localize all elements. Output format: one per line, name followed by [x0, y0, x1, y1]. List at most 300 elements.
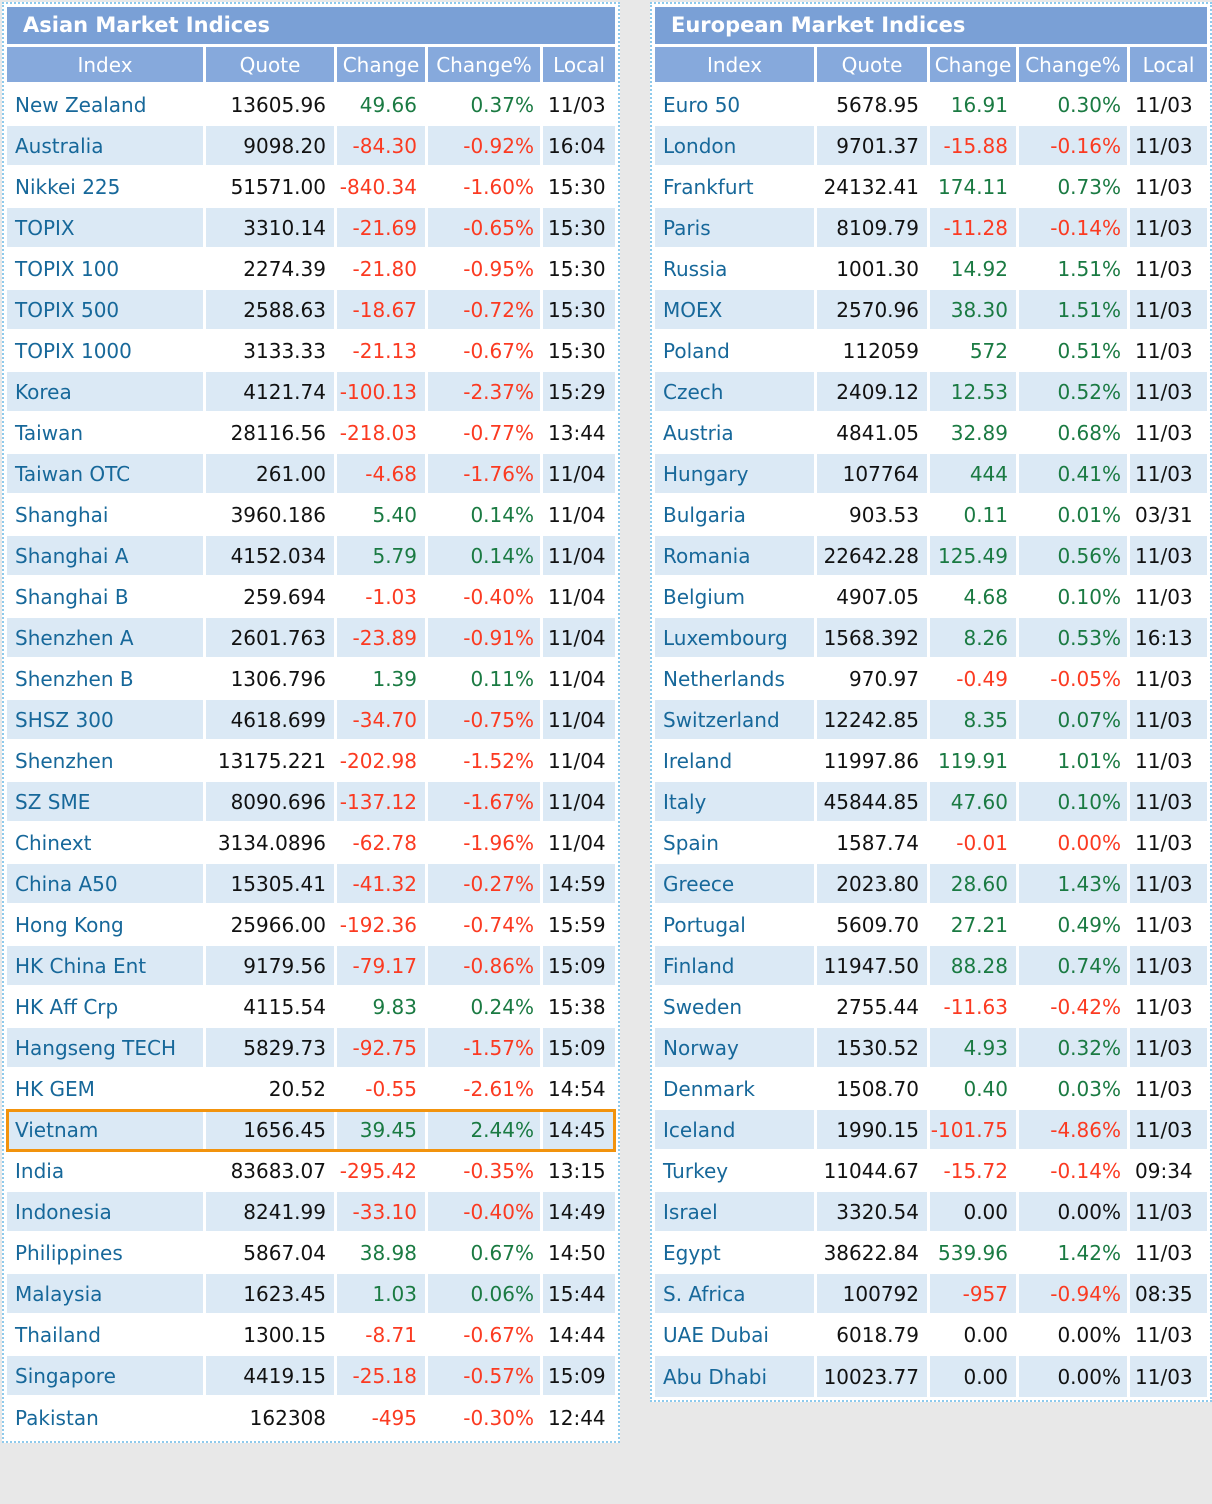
- local-time-cell: 11/03: [1130, 946, 1207, 987]
- column-header-row: [655, 47, 1207, 85]
- table-row: [655, 85, 1207, 126]
- local-time-cell: 14:59: [543, 864, 615, 905]
- quote-cell: 2588.63: [206, 290, 337, 331]
- table-row: [655, 1233, 1207, 1274]
- index-name-cell[interactable]: Abu Dhabi: [655, 1356, 817, 1397]
- quote-cell: 1587.74: [817, 823, 930, 864]
- change-pct-cell: -2.61%: [428, 1069, 543, 1110]
- index-name-cell[interactable]: Sweden: [655, 987, 817, 1028]
- local-time-cell: 13:44: [543, 413, 615, 454]
- table-row: [655, 823, 1207, 864]
- asian-indices-data-table: [7, 47, 615, 1438]
- local-time-cell: 16:13: [1130, 618, 1207, 659]
- change-cell: 572: [930, 331, 1019, 372]
- change-cell: -21.69: [337, 208, 428, 249]
- change-cell: -295.42: [337, 1151, 428, 1192]
- change-cell: -62.78: [337, 823, 428, 864]
- quote-cell: 2570.96: [817, 290, 930, 331]
- index-name-cell[interactable]: Malaysia: [7, 1274, 206, 1315]
- index-name-cell[interactable]: Portugal: [655, 905, 817, 946]
- index-name-cell[interactable]: Romania: [655, 536, 817, 577]
- index-name-cell[interactable]: Finland: [655, 946, 817, 987]
- quote-cell: 25966.00: [206, 905, 337, 946]
- change-pct-cell: 0.06%: [428, 1274, 543, 1315]
- change-cell: -23.89: [337, 618, 428, 659]
- quote-cell: 1306.796: [206, 659, 337, 700]
- column-header-change: Change: [930, 47, 1019, 85]
- asian-table-body: [7, 85, 615, 1438]
- table-row: [7, 1192, 615, 1233]
- local-time-cell: 15:30: [543, 167, 615, 208]
- index-name-cell[interactable]: SHSZ 300: [7, 700, 206, 741]
- change-pct-cell: 0.10%: [1019, 782, 1130, 823]
- change-cell: -192.36: [337, 905, 428, 946]
- table-row: [7, 208, 615, 249]
- index-name-cell[interactable]: New Zealand: [7, 85, 206, 126]
- change-cell: 38.98: [337, 1233, 428, 1274]
- local-time-cell: 11/03: [1130, 1028, 1207, 1069]
- quote-cell: 8090.696: [206, 782, 337, 823]
- index-name-cell[interactable]: Austria: [655, 413, 817, 454]
- local-time-cell: 16:04: [543, 126, 615, 167]
- change-cell: 0.00: [930, 1192, 1019, 1233]
- index-name-cell[interactable]: TOPIX 1000: [7, 331, 206, 372]
- index-name-cell[interactable]: Hangseng TECH: [7, 1028, 206, 1069]
- column-header-change-pct: Change%: [1019, 47, 1130, 85]
- index-name-cell[interactable]: Denmark: [655, 1069, 817, 1110]
- index-name-cell[interactable]: Belgium: [655, 577, 817, 618]
- index-name-cell[interactable]: Philippines: [7, 1233, 206, 1274]
- change-cell: -92.75: [337, 1028, 428, 1069]
- table-row: [7, 413, 615, 454]
- local-time-cell: 14:45: [543, 1110, 615, 1151]
- quote-cell: 8241.99: [206, 1192, 337, 1233]
- local-time-cell: 11/03: [1130, 372, 1207, 413]
- change-pct-cell: -0.67%: [428, 1315, 543, 1356]
- quote-cell: 11044.67: [817, 1151, 930, 1192]
- table-row: [7, 741, 615, 782]
- change-cell: 49.66: [337, 85, 428, 126]
- table-row: [655, 454, 1207, 495]
- change-cell: -0.49: [930, 659, 1019, 700]
- index-name-cell[interactable]: Paris: [655, 208, 817, 249]
- local-time-cell: 11/03: [1130, 577, 1207, 618]
- index-name-cell[interactable]: Shenzhen A: [7, 618, 206, 659]
- index-name-cell[interactable]: Bulgaria: [655, 495, 817, 536]
- index-name-cell[interactable]: TOPIX: [7, 208, 206, 249]
- table-row: [7, 1233, 615, 1274]
- index-name-cell[interactable]: Switzerland: [655, 700, 817, 741]
- table-row: [655, 536, 1207, 577]
- quote-cell: 22642.28: [817, 536, 930, 577]
- change-pct-cell: 1.42%: [1019, 1233, 1130, 1274]
- quote-cell: 3310.14: [206, 208, 337, 249]
- quote-cell: 9179.56: [206, 946, 337, 987]
- change-cell: -100.13: [337, 372, 428, 413]
- index-name-cell[interactable]: Egypt: [655, 1233, 817, 1274]
- index-name-cell[interactable]: Thailand: [7, 1315, 206, 1356]
- quote-cell: 13605.96: [206, 85, 337, 126]
- index-name-cell[interactable]: HK GEM: [7, 1069, 206, 1110]
- index-name-cell[interactable]: SZ SME: [7, 782, 206, 823]
- local-time-cell: 11/03: [1130, 208, 1207, 249]
- index-name-cell[interactable]: Czech: [655, 372, 817, 413]
- quote-cell: 1623.45: [206, 1274, 337, 1315]
- change-pct-cell: 0.68%: [1019, 413, 1130, 454]
- local-time-cell: 11/04: [543, 659, 615, 700]
- local-time-cell: 11/03: [1130, 85, 1207, 126]
- index-name-cell[interactable]: India: [7, 1151, 206, 1192]
- table-row: [7, 536, 615, 577]
- index-name-cell[interactable]: Frankfurt: [655, 167, 817, 208]
- quote-cell: 5678.95: [817, 85, 930, 126]
- index-name-cell[interactable]: Taiwan OTC: [7, 454, 206, 495]
- quote-cell: 4841.05: [817, 413, 930, 454]
- change-cell: -0.01: [930, 823, 1019, 864]
- change-cell: 125.49: [930, 536, 1019, 577]
- local-time-cell: 11/03: [1130, 659, 1207, 700]
- change-cell: -15.72: [930, 1151, 1019, 1192]
- change-cell: -495: [337, 1397, 428, 1438]
- quote-cell: 4152.034: [206, 536, 337, 577]
- table-row: [7, 618, 615, 659]
- table-row: [7, 1397, 615, 1438]
- local-time-cell: 11/04: [543, 741, 615, 782]
- change-pct-cell: 0.00%: [1019, 1356, 1130, 1397]
- index-name-cell[interactable]: Russia: [655, 249, 817, 290]
- quote-cell: 100792: [817, 1274, 930, 1315]
- local-time-cell: 11/03: [1130, 1069, 1207, 1110]
- change-pct-cell: -1.60%: [428, 167, 543, 208]
- local-time-cell: 11/03: [1130, 1356, 1207, 1397]
- change-pct-cell: -0.65%: [428, 208, 543, 249]
- change-cell: 1.39: [337, 659, 428, 700]
- quote-cell: 2601.763: [206, 618, 337, 659]
- local-time-cell: 15:59: [543, 905, 615, 946]
- change-pct-cell: 0.10%: [1019, 577, 1130, 618]
- change-cell: 0.00: [930, 1356, 1019, 1397]
- change-pct-cell: -2.37%: [428, 372, 543, 413]
- column-header-quote: Quote: [817, 47, 930, 85]
- change-cell: 8.35: [930, 700, 1019, 741]
- quote-cell: 1300.15: [206, 1315, 337, 1356]
- change-pct-cell: -0.40%: [428, 577, 543, 618]
- change-pct-cell: -1.76%: [428, 454, 543, 495]
- change-cell: 32.89: [930, 413, 1019, 454]
- table-row: [7, 454, 615, 495]
- local-time-cell: 11/04: [543, 700, 615, 741]
- index-name-cell[interactable]: Israel: [655, 1192, 817, 1233]
- index-name-cell[interactable]: Luxembourg: [655, 618, 817, 659]
- quote-cell: 13175.221: [206, 741, 337, 782]
- table-row: [655, 864, 1207, 905]
- table-row: [655, 987, 1207, 1028]
- local-time-cell: 15:44: [543, 1274, 615, 1315]
- change-cell: 88.28: [930, 946, 1019, 987]
- local-time-cell: 15:09: [543, 946, 615, 987]
- table-row: [7, 782, 615, 823]
- change-pct-cell: 1.01%: [1019, 741, 1130, 782]
- change-cell: 539.96: [930, 1233, 1019, 1274]
- quote-cell: 107764: [817, 454, 930, 495]
- quote-cell: 3960.186: [206, 495, 337, 536]
- quote-cell: 259.694: [206, 577, 337, 618]
- local-time-cell: 12:44: [543, 1397, 615, 1438]
- change-pct-cell: -0.91%: [428, 618, 543, 659]
- index-name-cell[interactable]: Taiwan: [7, 413, 206, 454]
- quote-cell: 1990.15: [817, 1110, 930, 1151]
- table-row: [655, 413, 1207, 454]
- index-name-cell[interactable]: Shenzhen B: [7, 659, 206, 700]
- quote-cell: 2755.44: [817, 987, 930, 1028]
- table-row: [655, 1315, 1207, 1356]
- quote-cell: 4907.05: [817, 577, 930, 618]
- quote-cell: 903.53: [817, 495, 930, 536]
- local-time-cell: 11/04: [543, 495, 615, 536]
- index-name-cell[interactable]: Korea: [7, 372, 206, 413]
- local-time-cell: 09:34: [1130, 1151, 1207, 1192]
- quote-cell: 112059: [817, 331, 930, 372]
- table-row: [7, 823, 615, 864]
- quote-cell: 2023.80: [817, 864, 930, 905]
- change-cell: 119.91: [930, 741, 1019, 782]
- table-row: [7, 864, 615, 905]
- index-name-cell[interactable]: Italy: [655, 782, 817, 823]
- local-time-cell: 03/31: [1130, 495, 1207, 536]
- local-time-cell: 11/03: [1130, 782, 1207, 823]
- change-pct-cell: -0.16%: [1019, 126, 1130, 167]
- quote-cell: 4419.15: [206, 1356, 337, 1397]
- local-time-cell: 15:09: [543, 1356, 615, 1397]
- table-row: [655, 249, 1207, 290]
- index-name-cell[interactable]: Shanghai: [7, 495, 206, 536]
- index-name-cell[interactable]: HK Aff Crp: [7, 987, 206, 1028]
- quote-cell: 24132.41: [817, 167, 930, 208]
- local-time-cell: 11/03: [1130, 290, 1207, 331]
- table-row: [655, 167, 1207, 208]
- quote-cell: 3320.54: [817, 1192, 930, 1233]
- local-time-cell: 11/03: [1130, 1110, 1207, 1151]
- local-time-cell: 08:35: [1130, 1274, 1207, 1315]
- table-row: [7, 700, 615, 741]
- table-row: [655, 331, 1207, 372]
- change-pct-cell: -0.67%: [428, 331, 543, 372]
- index-name-cell[interactable]: UAE Dubai: [655, 1315, 817, 1356]
- quote-cell: 4121.74: [206, 372, 337, 413]
- index-name-cell[interactable]: Ireland: [655, 741, 817, 782]
- table-row: [7, 331, 615, 372]
- index-name-cell[interactable]: Indonesia: [7, 1192, 206, 1233]
- local-time-cell: 11/03: [1130, 823, 1207, 864]
- index-name-cell[interactable]: MOEX: [655, 290, 817, 331]
- index-name-cell[interactable]: Norway: [655, 1028, 817, 1069]
- quote-cell: 38622.84: [817, 1233, 930, 1274]
- column-header-index: Index: [7, 47, 206, 85]
- index-name-cell[interactable]: Chinext: [7, 823, 206, 864]
- table-row: [7, 372, 615, 413]
- quote-cell: 45844.85: [817, 782, 930, 823]
- index-name-cell[interactable]: S. Africa: [655, 1274, 817, 1315]
- change-cell: 8.26: [930, 618, 1019, 659]
- change-pct-cell: 0.00%: [1019, 823, 1130, 864]
- change-cell: -1.03: [337, 577, 428, 618]
- change-pct-cell: -0.86%: [428, 946, 543, 987]
- change-cell: -4.68: [337, 454, 428, 495]
- local-time-cell: 11/03: [1130, 700, 1207, 741]
- change-cell: 14.92: [930, 249, 1019, 290]
- local-time-cell: 15:29: [543, 372, 615, 413]
- change-pct-cell: 0.49%: [1019, 905, 1130, 946]
- index-name-cell[interactable]: Turkey: [655, 1151, 817, 1192]
- change-pct-cell: -0.74%: [428, 905, 543, 946]
- quote-cell: 1656.45: [206, 1110, 337, 1151]
- quote-cell: 5829.73: [206, 1028, 337, 1069]
- column-header-quote: Quote: [206, 47, 337, 85]
- table-row: [7, 495, 615, 536]
- local-time-cell: 15:30: [543, 249, 615, 290]
- local-time-cell: 14:54: [543, 1069, 615, 1110]
- table-row: [655, 1192, 1207, 1233]
- change-pct-cell: -0.77%: [428, 413, 543, 454]
- local-time-cell: 11/03: [1130, 167, 1207, 208]
- local-time-cell: 11/03: [1130, 454, 1207, 495]
- index-name-cell[interactable]: Hungary: [655, 454, 817, 495]
- table-row: [7, 905, 615, 946]
- quote-cell: 10023.77: [817, 1356, 930, 1397]
- quote-cell: 2274.39: [206, 249, 337, 290]
- table-row: [7, 1315, 615, 1356]
- index-name-cell[interactable]: Shanghai A: [7, 536, 206, 577]
- european-indices-data-table: [655, 47, 1207, 1397]
- local-time-cell: 11/03: [1130, 126, 1207, 167]
- change-cell: -0.55: [337, 1069, 428, 1110]
- change-pct-cell: -1.57%: [428, 1028, 543, 1069]
- asian-market-indices-table: [2, 2, 620, 1443]
- index-name-cell[interactable]: Pakistan: [7, 1397, 206, 1438]
- quote-cell: 51571.00: [206, 167, 337, 208]
- change-cell: 28.60: [930, 864, 1019, 905]
- change-pct-cell: 0.52%: [1019, 372, 1130, 413]
- change-pct-cell: -0.42%: [1019, 987, 1130, 1028]
- change-cell: -21.80: [337, 249, 428, 290]
- index-name-cell[interactable]: TOPIX 500: [7, 290, 206, 331]
- change-cell: 0.11: [930, 495, 1019, 536]
- table-row: [655, 495, 1207, 536]
- quote-cell: 5609.70: [817, 905, 930, 946]
- change-pct-cell: 0.14%: [428, 495, 543, 536]
- change-pct-cell: 0.14%: [428, 536, 543, 577]
- local-time-cell: 11/03: [1130, 987, 1207, 1028]
- index-name-cell[interactable]: China A50: [7, 864, 206, 905]
- table-row: [7, 290, 615, 331]
- change-cell: 0.00: [930, 1315, 1019, 1356]
- column-header-change: Change: [337, 47, 428, 85]
- index-name-cell[interactable]: Singapore: [7, 1356, 206, 1397]
- change-cell: -41.32: [337, 864, 428, 905]
- local-time-cell: 11/04: [543, 618, 615, 659]
- table-row: [7, 85, 615, 126]
- index-name-cell[interactable]: Hong Kong: [7, 905, 206, 946]
- change-cell: -101.75: [930, 1110, 1019, 1151]
- index-name-cell[interactable]: Australia: [7, 126, 206, 167]
- change-pct-cell: -0.94%: [1019, 1274, 1130, 1315]
- table-row: [655, 1069, 1207, 1110]
- quote-cell: 11947.50: [817, 946, 930, 987]
- local-time-cell: 11/03: [1130, 413, 1207, 454]
- table-row: [655, 1110, 1207, 1151]
- table-row: [655, 659, 1207, 700]
- local-time-cell: 11/03: [1130, 864, 1207, 905]
- change-pct-cell: -0.14%: [1019, 1151, 1130, 1192]
- local-time-cell: 11/04: [543, 454, 615, 495]
- quote-cell: 28116.56: [206, 413, 337, 454]
- quote-cell: 3134.0896: [206, 823, 337, 864]
- table-row: [7, 1069, 615, 1110]
- index-name-cell[interactable]: Vietnam: [7, 1110, 206, 1151]
- change-cell: -21.13: [337, 331, 428, 372]
- index-name-cell[interactable]: Euro 50: [655, 85, 817, 126]
- local-time-cell: 14:49: [543, 1192, 615, 1233]
- index-name-cell[interactable]: Nikkei 225: [7, 167, 206, 208]
- change-cell: 12.53: [930, 372, 1019, 413]
- change-pct-cell: 0.51%: [1019, 331, 1130, 372]
- change-cell: 4.68: [930, 577, 1019, 618]
- change-pct-cell: 2.44%: [428, 1110, 543, 1151]
- index-name-cell[interactable]: TOPIX 100: [7, 249, 206, 290]
- quote-cell: 1530.52: [817, 1028, 930, 1069]
- index-name-cell[interactable]: London: [655, 126, 817, 167]
- change-cell: 1.03: [337, 1274, 428, 1315]
- change-pct-cell: 0.41%: [1019, 454, 1130, 495]
- table-row: [655, 1274, 1207, 1315]
- index-name-cell[interactable]: Poland: [655, 331, 817, 372]
- local-time-cell: 11/04: [543, 823, 615, 864]
- index-name-cell[interactable]: HK China Ent: [7, 946, 206, 987]
- change-pct-cell: -1.67%: [428, 782, 543, 823]
- local-time-cell: 11/03: [1130, 905, 1207, 946]
- change-cell: -18.67: [337, 290, 428, 331]
- index-name-cell[interactable]: Netherlands: [655, 659, 817, 700]
- table-row: [655, 1151, 1207, 1192]
- quote-cell: 12242.85: [817, 700, 930, 741]
- index-name-cell[interactable]: Greece: [655, 864, 817, 905]
- index-name-cell[interactable]: Shanghai B: [7, 577, 206, 618]
- change-cell: -957: [930, 1274, 1019, 1315]
- change-cell: -79.17: [337, 946, 428, 987]
- local-time-cell: 11/03: [1130, 249, 1207, 290]
- quote-cell: 4115.54: [206, 987, 337, 1028]
- table-row: [7, 249, 615, 290]
- table-row: [7, 659, 615, 700]
- quote-cell: 5867.04: [206, 1233, 337, 1274]
- table-row: [7, 577, 615, 618]
- european-market-indices-table: [650, 2, 1212, 1402]
- change-pct-cell: -0.57%: [428, 1356, 543, 1397]
- change-cell: 9.83: [337, 987, 428, 1028]
- change-cell: 38.30: [930, 290, 1019, 331]
- column-header-local: Local: [1130, 47, 1207, 85]
- change-pct-cell: 1.43%: [1019, 864, 1130, 905]
- index-name-cell[interactable]: Shenzhen: [7, 741, 206, 782]
- table-row: [655, 700, 1207, 741]
- local-time-cell: 11/03: [1130, 1233, 1207, 1274]
- table-row: [7, 167, 615, 208]
- table-title-asian: Asian Market Indices: [7, 7, 615, 44]
- index-name-cell[interactable]: Spain: [655, 823, 817, 864]
- index-name-cell[interactable]: Iceland: [655, 1110, 817, 1151]
- local-time-cell: 14:50: [543, 1233, 615, 1274]
- asian-table-header: [7, 47, 615, 85]
